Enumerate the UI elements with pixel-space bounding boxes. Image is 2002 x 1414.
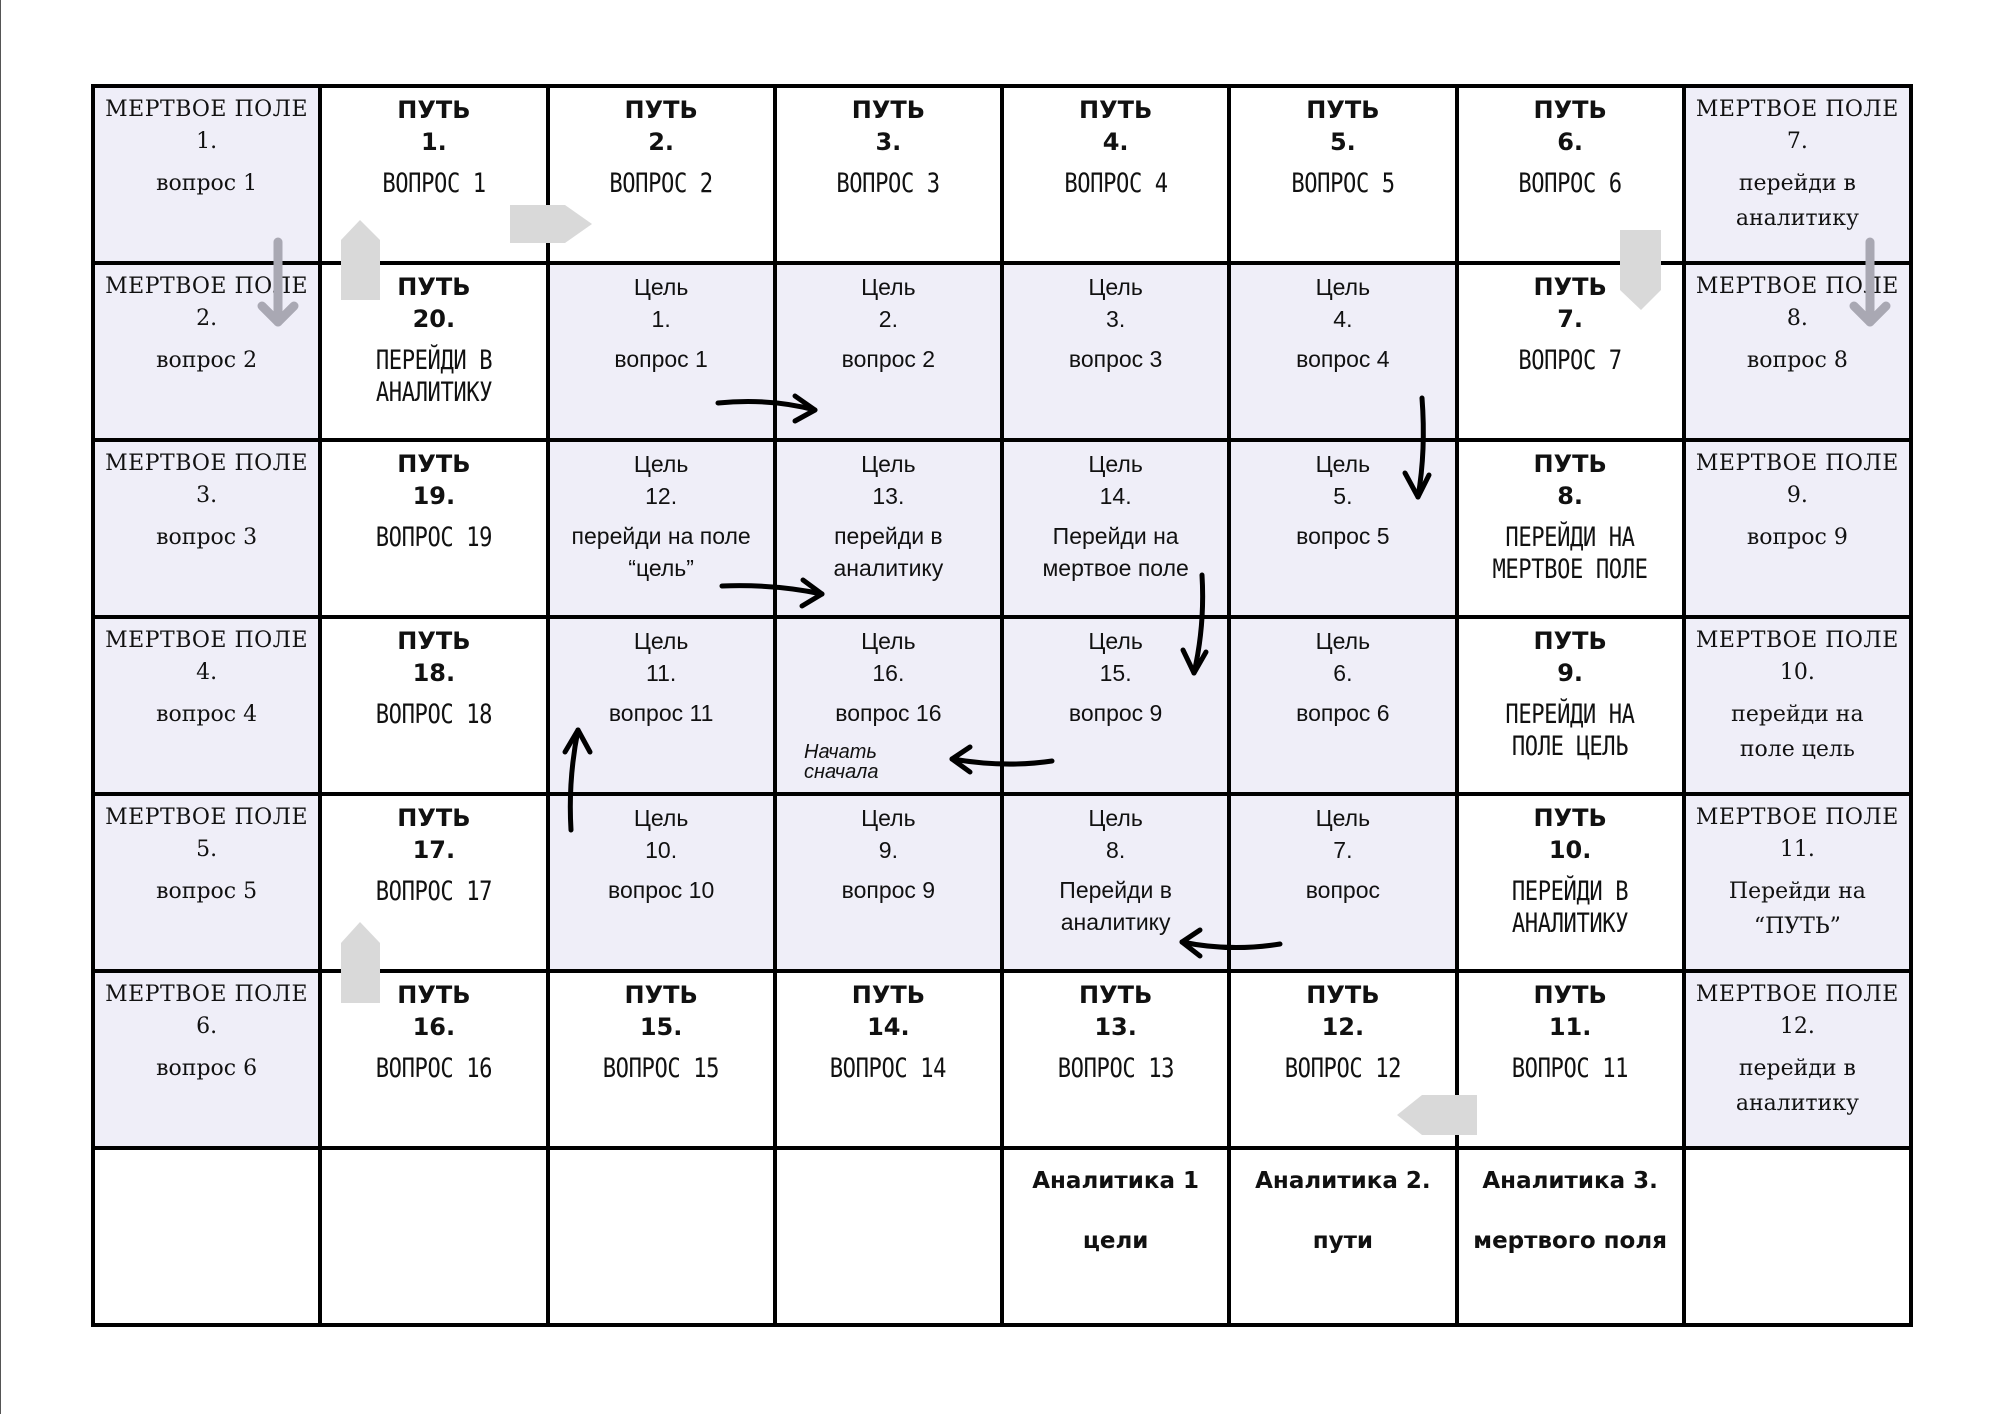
cell-number: 10.: [645, 837, 678, 863]
analytics-subtitle: мертвого поля: [1473, 1228, 1667, 1254]
cell-type-label: ПУТЬ: [1533, 273, 1607, 301]
cell-task: вопрос 11: [608, 700, 714, 726]
path-cell: [1457, 440, 1684, 617]
cell-number: 15.: [639, 1013, 683, 1041]
cell-type-label: МЕРТВОЕ ПОЛЕ: [1695, 982, 1899, 1007]
path-cell: [320, 263, 547, 440]
path-cell: [1002, 971, 1229, 1148]
cell-number: 18.: [412, 659, 456, 687]
cell-number: 3.: [875, 128, 902, 156]
empty-cell: [775, 1148, 1002, 1325]
cell-task: ВОПРОС 4: [1063, 168, 1168, 199]
cell-number: 2.: [196, 306, 218, 331]
cell-type-label: МЕРТВОЕ ПОЛЕ: [105, 982, 309, 1007]
cell-number: 14.: [1099, 483, 1132, 509]
cell-task: ВОПРОС 6: [1518, 168, 1622, 199]
cell-type-label: ПУТЬ: [851, 981, 925, 1009]
analytics-cell: [1229, 1148, 1456, 1325]
cell-type-label: ПУТЬ: [397, 627, 471, 655]
cell-task: ВОПРОС 15: [602, 1053, 720, 1084]
cell-number: 17.: [412, 836, 456, 864]
cell-task: перейди в аналитику: [1735, 171, 1859, 231]
cell-task: ВОПРОС 11: [1511, 1053, 1629, 1084]
cell-task: вопрос 3: [1068, 346, 1163, 372]
cell-task: ВОПРОС 7: [1518, 345, 1622, 376]
cell-number: 5.: [1333, 483, 1353, 509]
path-cell: [1457, 617, 1684, 794]
cell-type-label: Цель: [861, 805, 916, 831]
cell-type-label: МЕРТВОЕ ПОЛЕ: [105, 97, 309, 122]
dead-field-cell: [1684, 794, 1911, 971]
cell-number: 5.: [196, 837, 218, 862]
cell-number: 7.: [1557, 305, 1584, 333]
dead-field-cell: [1684, 86, 1911, 263]
path-cell: [775, 86, 1002, 263]
cell-number: 4.: [196, 660, 218, 685]
goal-cell: [775, 440, 1002, 617]
cell-task: Перейди на “ПУТЬ”: [1728, 879, 1866, 939]
cell-number: 7.: [1333, 837, 1353, 863]
cell-type-label: Цель: [633, 805, 689, 831]
cell-task: ВОПРОС 12: [1284, 1053, 1402, 1084]
dead-field-cell: [93, 440, 320, 617]
cell-task: вопрос 4: [1296, 346, 1390, 372]
cell-type-label: Цель: [1315, 274, 1371, 300]
cell-type-label: МЕРТВОЕ ПОЛЕ: [1695, 97, 1899, 122]
cell-task: перейди на поле “цель”: [571, 523, 751, 581]
cell-type-label: МЕРТВОЕ ПОЛЕ: [1695, 628, 1899, 653]
goal-cell: [548, 440, 775, 617]
path-cell: [1229, 86, 1456, 263]
empty-cell: [1684, 1148, 1911, 1325]
cell-task: ВОПРОС 18: [375, 699, 493, 730]
empty-cell: [320, 1148, 547, 1325]
cell-number: 19.: [412, 482, 456, 510]
page-edge: [0, 0, 1, 1414]
goal-cell: [775, 263, 1002, 440]
goal-cell: [1002, 440, 1229, 617]
cell-type-label: ПУТЬ: [1533, 96, 1607, 124]
cell-task: вопрос 16: [835, 700, 942, 726]
cell-task: вопрос 6: [156, 1056, 258, 1081]
cell-type-label: Цель: [1315, 451, 1371, 477]
cell-number: 5.: [1329, 128, 1356, 156]
cell-number: 9.: [1557, 659, 1584, 687]
cell-number: 8.: [1106, 837, 1126, 863]
cell-number: 2.: [648, 128, 675, 156]
cell-number: 16.: [412, 1013, 456, 1041]
cell-type-label: ПУТЬ: [1533, 627, 1607, 655]
cell-task: ВОПРОС 3: [836, 168, 941, 199]
cell-type-label: МЕРТВОЕ ПОЛЕ: [1695, 274, 1899, 299]
cell-number: 13.: [1094, 1013, 1137, 1041]
cell-type-label: ПУТЬ: [397, 804, 471, 832]
cell-type-label: МЕРТВОЕ ПОЛЕ: [105, 805, 309, 830]
cell-task: ПЕРЕЙДИ В АНАЛИТИКУ: [1511, 876, 1629, 939]
analytics-subtitle: пути: [1312, 1228, 1374, 1254]
goal-cell: [1002, 263, 1229, 440]
cell-number: 12.: [1779, 1014, 1815, 1039]
cell-type-label: Цель: [861, 451, 916, 477]
path-cell: [548, 86, 775, 263]
cell-task: вопрос 1: [614, 346, 708, 372]
cell-number: 8.: [1786, 306, 1808, 331]
analytics-cell: [1457, 1148, 1684, 1325]
cell-number: 4.: [1333, 306, 1353, 332]
cell-task: вопрос 9: [1068, 700, 1163, 726]
cell-type-label: Цель: [1315, 805, 1371, 831]
cell-type-label: ПУТЬ: [624, 96, 698, 124]
cell-type-label: ПУТЬ: [1306, 96, 1380, 124]
path-cell: [320, 794, 547, 971]
start-over-note: Начать сначала: [804, 741, 879, 783]
cell-type-label: ПУТЬ: [397, 981, 471, 1009]
goal-cell: [1002, 794, 1229, 971]
goal-cell: [1229, 794, 1456, 971]
dead-field-cell: [93, 794, 320, 971]
cell-type-label: ПУТЬ: [1078, 96, 1153, 124]
path-cell: [320, 440, 547, 617]
path-cell: [1457, 86, 1684, 263]
cell-number: 15.: [1099, 660, 1132, 686]
cell-type-label: ПУТЬ: [851, 96, 925, 124]
cell-number: 14.: [867, 1013, 910, 1041]
analytics-title: Аналитика 3.: [1482, 1168, 1658, 1194]
cell-task: вопрос 2: [841, 346, 936, 372]
cell-number: 1.: [196, 129, 218, 154]
dead-field-cell: [1684, 263, 1911, 440]
cell-task: вопрос 5: [156, 879, 258, 904]
goal-cell: [548, 794, 775, 971]
path-cell: [1457, 971, 1684, 1148]
cell-task: вопрос 10: [607, 877, 715, 903]
cell-task: ВОПРОС 14: [830, 1053, 947, 1084]
analytics-cell: [1002, 1148, 1229, 1325]
cell-task: вопрос 3: [156, 525, 258, 550]
dead-field-cell: [93, 971, 320, 1148]
cell-number: 6.: [1557, 128, 1584, 156]
cell-task: вопрос 9: [841, 877, 936, 903]
path-cell: [1002, 86, 1229, 263]
cell-type-label: ПУТЬ: [397, 450, 471, 478]
cell-task: вопрос 6: [1296, 700, 1390, 726]
cell-number: 3.: [1106, 306, 1126, 332]
goal-cell: [1002, 617, 1229, 794]
cell-type-label: МЕРТВОЕ ПОЛЕ: [105, 451, 309, 476]
cell-number: 12.: [1321, 1013, 1365, 1041]
cell-type-label: ПУТЬ: [397, 273, 471, 301]
cell-type-label: МЕРТВОЕ ПОЛЕ: [1695, 451, 1899, 476]
cell-type-label: ПУТЬ: [397, 96, 471, 124]
cell-task: вопрос 2: [156, 348, 258, 373]
cell-task: перейди в аналитику: [1735, 1056, 1859, 1116]
cell-task: ВОПРОС 19: [375, 522, 493, 553]
dead-field-cell: [1684, 971, 1911, 1148]
cell-type-label: Цель: [1088, 451, 1143, 477]
cell-task: ВОПРОС 17: [375, 876, 493, 907]
cell-type-label: ПУТЬ: [1078, 981, 1153, 1009]
goal-cell: [1229, 263, 1456, 440]
dead-field-cell: [1684, 440, 1911, 617]
path-cell: [320, 86, 547, 263]
cell-task: вопрос 4: [156, 702, 258, 727]
cell-task: ВОПРОС 2: [609, 168, 713, 199]
cell-number: 2.: [878, 306, 898, 332]
cell-number: 6.: [1333, 660, 1353, 686]
cell-task: ПЕРЕЙДИ НА ПОЛЕ ЦЕЛЬ: [1505, 699, 1635, 762]
path-cell: [320, 617, 547, 794]
game-board: [91, 84, 1913, 1327]
analytics-title: Аналитика 1: [1032, 1168, 1199, 1194]
path-cell: [775, 971, 1002, 1148]
cell-number: 9.: [1786, 483, 1808, 508]
cell-number: 8.: [1557, 482, 1584, 510]
dead-field-cell: [93, 86, 320, 263]
cell-type-label: Цель: [1088, 805, 1143, 831]
cell-number: 12.: [645, 483, 678, 509]
cell-type-label: Цель: [633, 451, 689, 477]
cell-type-label: ПУТЬ: [1533, 450, 1607, 478]
cell-type-label: МЕРТВОЕ ПОЛЕ: [105, 274, 309, 299]
cell-task: вопрос 8: [1746, 348, 1848, 373]
cell-type-label: Цель: [1315, 628, 1371, 654]
dead-field-cell: [93, 617, 320, 794]
analytics-subtitle: цели: [1082, 1228, 1149, 1254]
cell-number: 7.: [1786, 129, 1808, 154]
cell-number: 11.: [645, 660, 677, 686]
cell-type-label: МЕРТВОЕ ПОЛЕ: [1695, 805, 1899, 830]
path-cell: [1457, 794, 1684, 971]
dead-field-cell: [1684, 617, 1911, 794]
goal-cell: [775, 794, 1002, 971]
cell-type-label: ПУТЬ: [1533, 804, 1607, 832]
cell-task: Перейди на мертвое поле: [1042, 523, 1189, 581]
path-cell: [320, 971, 547, 1148]
cell-type-label: Цель: [633, 274, 689, 300]
cell-task: Перейди в аналитику: [1059, 877, 1172, 935]
cell-type-label: ПУТЬ: [1533, 981, 1607, 1009]
cell-task: перейди в аналитику: [833, 523, 944, 581]
cell-number: 20.: [412, 305, 456, 333]
cell-type-label: ПУТЬ: [1306, 981, 1380, 1009]
cell-type-label: ПУТЬ: [624, 981, 698, 1009]
analytics-title: Аналитика 2.: [1255, 1168, 1431, 1194]
cell-type-label: Цель: [1088, 628, 1143, 654]
cell-number: 16.: [872, 660, 905, 686]
cell-number: 11.: [1779, 837, 1815, 862]
empty-cell: [93, 1148, 320, 1325]
cell-number: 11.: [1548, 1013, 1592, 1041]
cell-type-label: Цель: [861, 274, 916, 300]
cell-type-label: МЕРТВОЕ ПОЛЕ: [105, 628, 309, 653]
dead-field-cell: [93, 263, 320, 440]
goal-cell: [548, 617, 775, 794]
cell-task: вопрос 1: [156, 171, 258, 196]
cell-number: 13.: [872, 483, 905, 509]
cell-task: ВОПРОС 1: [382, 168, 486, 199]
cell-number: 10.: [1548, 836, 1592, 864]
cell-task: ПЕРЕЙДИ НА МЕРТВОЕ ПОЛЕ: [1492, 522, 1648, 585]
cell-number: 9.: [878, 837, 898, 863]
path-cell: [1457, 263, 1684, 440]
cell-number: 4.: [1102, 128, 1129, 156]
cell-number: 10.: [1779, 660, 1815, 685]
cell-type-label: Цель: [1088, 274, 1143, 300]
cell-number: 1.: [651, 306, 671, 332]
cell-number: 6.: [196, 1014, 218, 1039]
goal-cell: [1229, 440, 1456, 617]
cell-task: ВОПРОС 13: [1057, 1053, 1174, 1084]
cell-number: 1.: [420, 128, 447, 156]
cell-task: вопрос 5: [1296, 523, 1390, 549]
cell-task: ВОПРОС 16: [375, 1053, 493, 1084]
empty-cell: [548, 1148, 775, 1325]
cell-task: ПЕРЕЙДИ В АНАЛИТИКУ: [375, 345, 493, 408]
cell-type-label: Цель: [861, 628, 916, 654]
goal-cell: [548, 263, 775, 440]
cell-number: 3.: [196, 483, 218, 508]
goal-cell: [1229, 617, 1456, 794]
cell-task: перейди на поле цель: [1731, 702, 1864, 762]
cell-type-label: Цель: [633, 628, 689, 654]
cell-task: ВОПРОС 5: [1291, 168, 1395, 199]
cell-task: вопрос: [1305, 877, 1381, 903]
path-cell: [1229, 971, 1456, 1148]
path-cell: [548, 971, 775, 1148]
cell-task: вопрос 9: [1746, 525, 1848, 550]
